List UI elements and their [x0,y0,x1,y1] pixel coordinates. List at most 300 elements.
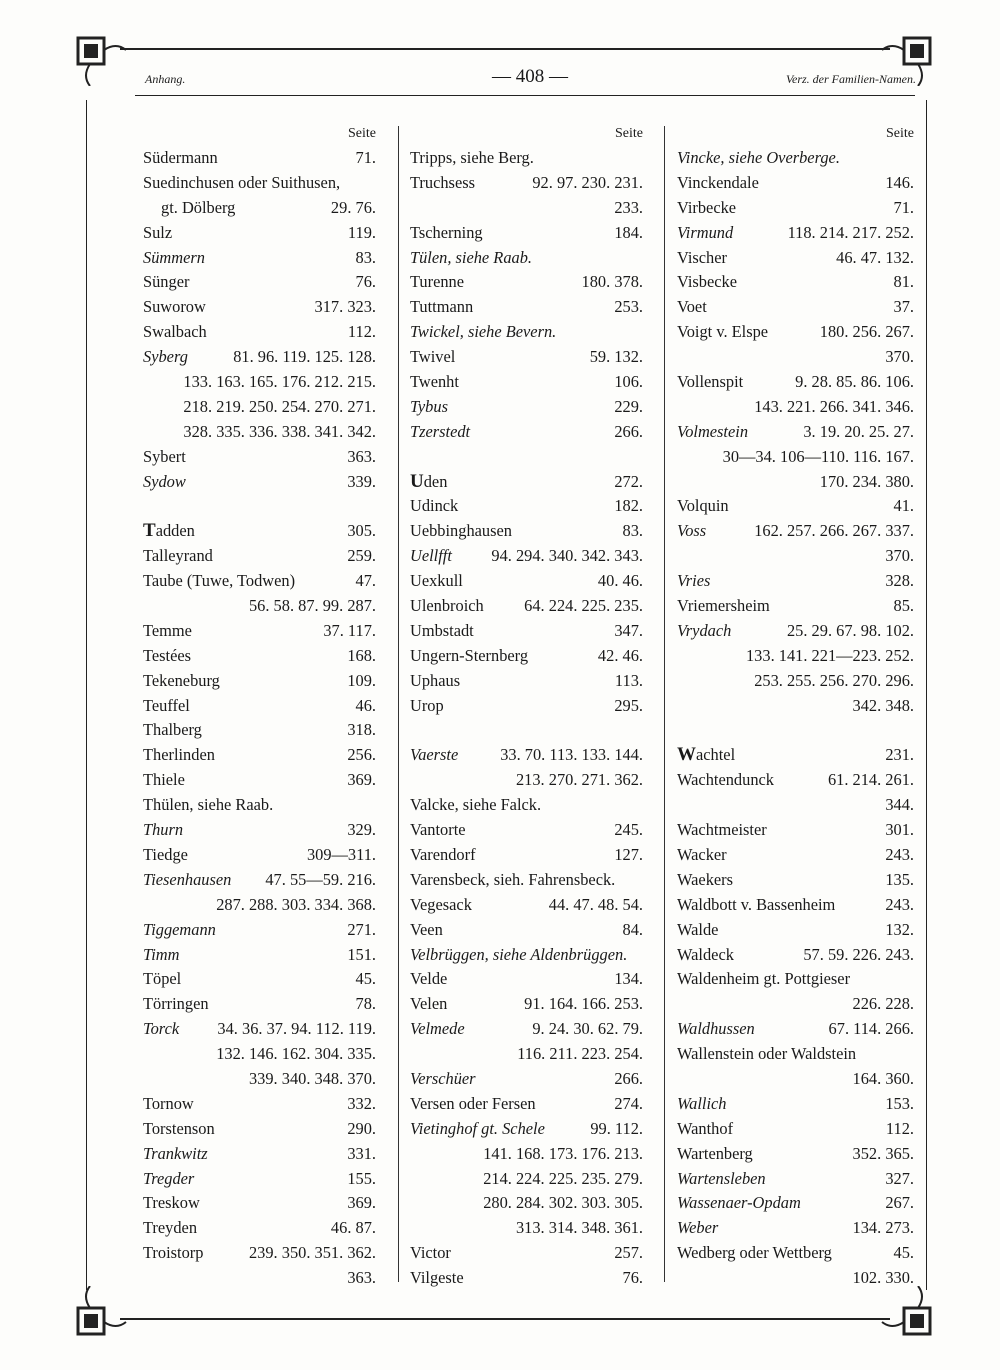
entry-name: Vinckendale [677,172,759,192]
entry-name: Twenht [410,372,459,392]
entry-pages: 116. 211. 223. 254. [517,1044,643,1064]
index-entry [410,1241,643,1266]
entry-name: Sünger [143,272,190,292]
entry-name: Virmund [677,222,734,242]
entry-pages: 245. [614,820,643,840]
index-entry [677,1216,914,1241]
entry-name: Taube (Tuwe, Todwen) [143,571,296,591]
index-entry [410,246,643,271]
index-entry [677,967,914,992]
entry-name: Torck [143,1019,180,1039]
entry-name: Vantorte [410,820,466,840]
entry-pages: 47. [355,571,376,591]
index-entry [677,494,914,519]
index-entry [410,370,643,395]
entry-name: Waldenheim gt. Pottgieser [677,969,851,989]
index-entry [677,171,914,196]
entry-pages: 99. 112. [590,1118,643,1138]
entry-pages: 44. 47. 48. 54. [548,894,643,914]
index-entry [143,1017,376,1042]
entry-pages: 56. 58. 87. 99. 287. [248,596,376,616]
index-entry [677,793,914,818]
index-entry [410,196,643,221]
index-entry [677,1167,914,1192]
entry-name: Uden [410,470,448,492]
entry-pages: 76. [622,1268,643,1288]
entry-pages: 369. [347,1193,376,1213]
entry-pages: 45. [893,1243,914,1263]
entry-name: Vischer [677,247,727,267]
entry-name: Valcke, siehe Falck. [410,795,542,815]
entry-name: Thalberg [143,720,202,740]
entry-pages: 369. [347,770,376,790]
entry-pages: 46. 47. 132. [836,247,914,267]
index-entry [410,1042,643,1067]
index-entry [677,943,914,968]
index-column-2 [410,126,643,1291]
entry-pages: 83. [355,247,376,267]
entry-pages: 182. [614,496,643,516]
index-entry [410,1216,643,1241]
entry-pages: 352. 365. [852,1143,914,1163]
index-entry [143,669,376,694]
entry-name: Tiedge [143,844,188,864]
entry-pages: 180. 378. [581,272,643,292]
entry-name: Versen oder Fersen [410,1093,536,1113]
index-entry [677,619,914,644]
index-entry [143,1266,376,1291]
entry-name: Tregder [143,1168,195,1188]
entry-pages: 301. [885,820,914,840]
index-entry [677,420,914,445]
entry-pages: 370. [885,546,914,566]
entry-pages: 67. 114. 266. [828,1019,914,1039]
entry-name: Tscherning [410,222,483,242]
index-entry [410,868,643,893]
letter-section-gap [410,718,643,743]
index-entry [410,644,643,669]
index-entry [677,1017,914,1042]
entry-name: Waldbott v. Bassenheim [677,894,836,914]
entry-pages: 3. 19. 20. 25. 27. [803,421,914,441]
index-entry [677,818,914,843]
index-entry [677,519,914,544]
entry-pages: 331. [347,1143,376,1163]
entry-name: Umbstadt [410,620,474,640]
entry-pages: 45. [355,969,376,989]
entry-pages: 266. [614,1068,643,1088]
index-entry [143,320,376,345]
entry-pages: 180. 256. 267. [819,322,914,342]
entry-pages: 218. 219. 250. 254. 270. 271. [183,396,376,416]
entry-name: Wachtendunck [677,770,774,790]
entry-pages: 309—311. [306,844,376,864]
corner-ornament-top-left-icon [72,30,128,86]
section-initial: U [410,470,424,492]
entry-pages: 332. [347,1093,376,1113]
entry-pages: 91. 164. 166. 253. [524,994,643,1014]
index-entry [410,1117,643,1142]
index-entry [677,1067,914,1092]
index-entry [143,270,376,295]
index-entry [143,246,376,271]
column-divider-2 [664,126,665,1282]
index-entry [677,445,914,470]
entry-pages: 363. [347,446,376,466]
index-entry [143,171,376,196]
index-entry [143,1216,376,1241]
index-entry [677,1142,914,1167]
entry-name: Sydow [143,471,186,491]
entry-pages: 226. 228. [852,994,914,1014]
entry-name: Voet [677,297,707,317]
page-number: — 408 — [492,66,568,87]
entry-name: Wassenaer-Opdam [677,1193,801,1213]
entry-pages: 46. 87. [330,1218,376,1238]
index-entry [677,594,914,619]
entry-pages: 287. 288. 303. 334. 368. [216,894,376,914]
letter-section-gap [143,494,376,519]
entry-name: gt. Dölberg [161,197,236,217]
index-entry [143,943,376,968]
entry-pages: 132. 146. 162. 304. 335. [216,1044,376,1064]
entry-name: Varensbeck, sieh. Fahrensbeck. [410,869,616,889]
entry-name: Velbrüggen, siehe Aldenbrüggen. [410,944,628,964]
entry-name: Vincke, siehe Overberge. [677,148,840,167]
entry-pages: 339. [347,471,376,491]
index-entry [143,619,376,644]
entry-name: Troistorp [143,1243,204,1263]
entry-pages: 153. [885,1093,914,1113]
index-entry [677,196,914,221]
entry-name: Voigt v. Elspe [677,322,769,342]
entry-pages: 328. 335. 336. 338. 341. 342. [183,421,376,441]
entry-pages: 274. [614,1093,643,1113]
entry-name: Testées [143,645,192,665]
index-entry [677,694,914,719]
index-entry [677,644,914,669]
index-entry [410,1167,643,1192]
entry-name: Vriemersheim [677,596,770,616]
entry-name: Vegesack [410,894,472,914]
section-initial: W [677,744,696,766]
index-entry [143,1042,376,1067]
entry-name: Urop [410,695,444,715]
index-entry [677,295,914,320]
entry-name: Suworow [143,297,206,317]
entry-name: Therlinden [143,745,215,765]
entry-name: Visbecke [677,272,737,292]
index-entry [410,918,643,943]
entry-pages: 280. 284. 302. 303. 305. [483,1193,643,1213]
entry-pages: 233. [614,197,643,217]
entry-name: Tornow [143,1093,194,1113]
entry-name: Velde [410,969,448,989]
entry-name: Vries [677,571,711,591]
entry-name: Wartenberg [677,1143,753,1163]
entry-pages: 347. [614,620,643,640]
entry-name: Verschüer [410,1068,476,1088]
index-entry [143,1067,376,1092]
entry-pages: 113. [614,670,643,690]
index-entry [410,818,643,843]
entry-pages: 271. [347,919,376,939]
index-entry [143,793,376,818]
entry-name: Uexkull [410,571,463,591]
entry-name: Varendorf [410,844,476,864]
index-entry [677,395,914,420]
entry-pages: 214. 224. 225. 235. 279. [483,1168,643,1188]
entry-name: Törringen [143,994,209,1014]
index-entry [410,395,643,420]
entry-pages: 132. [885,919,914,939]
frame-bottom-rule [120,1318,890,1320]
entry-name: Thülen, siehe Raab. [143,795,274,815]
index-entry [143,196,376,221]
entry-pages: 146. [885,172,914,192]
entry-name: Wachtmeister [677,820,767,840]
index-entry [143,644,376,669]
entry-name: Velmede [410,1019,465,1039]
entry-name: Uellfft [410,546,452,566]
entry-name: Weber [677,1218,719,1238]
entry-pages: 162. 257. 266. 267. 337. [754,521,914,541]
entry-name: Vrydach [677,620,732,640]
entry-pages: 92. 97. 230. 231. [532,172,643,192]
header-left-section: Anhang. [145,72,186,86]
entry-pages: 134. [614,969,643,989]
corner-ornament-bottom-left-icon [72,1286,128,1342]
entry-pages: 229. [614,396,643,416]
index-entry [143,221,376,246]
entry-name: Truchsess [410,172,475,192]
entry-pages: 112. [885,1118,914,1138]
index-entry [677,370,914,395]
entry-pages: 231. [885,745,914,765]
entry-name: Veen [410,919,443,939]
index-entry [677,270,914,295]
entry-pages: 168. [347,645,376,665]
entry-name: Wedberg oder Wettberg [677,1243,832,1263]
index-entry [143,743,376,768]
entry-pages: 243. [885,894,914,914]
entry-pages: 155. [347,1168,376,1188]
index-entry [410,768,643,793]
index-entry [410,494,643,519]
entry-pages: 109. [347,670,376,690]
entry-name: Virbecke [677,197,737,217]
index-entry [143,1092,376,1117]
index-entry [410,470,643,495]
frame-left-rule [86,100,87,1290]
entry-pages: 46. [355,695,376,715]
index-entry [143,918,376,943]
index-entry [410,1017,643,1042]
entry-pages: 106. [614,372,643,392]
entry-name: Temme [143,620,192,640]
entry-pages: 59. 132. [589,347,643,367]
index-entry [410,694,643,719]
entry-pages: 184. [614,222,643,242]
index-entry [410,544,643,569]
entry-name: Wacker [677,844,727,864]
entry-name: Tiggemann [143,919,216,939]
entry-name: Wartensleben [677,1168,766,1188]
entry-name: Tripps, siehe Berg. [410,148,534,167]
entry-name: Waekers [677,869,734,889]
entry-pages: 71. [355,148,376,167]
entry-pages: 243. [885,844,914,864]
entry-name: Trankwitz [143,1143,208,1163]
entry-pages: 327. [885,1168,914,1188]
index-entry [410,1092,643,1117]
entry-name: Treyden [143,1218,198,1238]
entry-pages: 112. [347,322,376,342]
entry-name: Wanthof [677,1118,734,1138]
index-entry [677,146,914,171]
entry-name: Volquin [677,496,729,516]
index-entry [143,992,376,1017]
index-entry [410,1142,643,1167]
index-entry [143,768,376,793]
index-entry [143,445,376,470]
entry-name: Tybus [410,396,448,416]
seite-label: Seite [348,126,376,141]
entry-pages: 25. 29. 67. 98. 102. [786,620,914,640]
entry-pages: 328. [885,571,914,591]
index-entry [677,246,914,271]
index-entry [143,893,376,918]
index-entry [410,843,643,868]
entry-pages: 94. 294. 340. 342. 343. [491,546,643,566]
entry-pages: 9. 28. 85. 86. 106. [795,372,914,392]
index-entry [677,1042,914,1067]
entry-pages: 40. 46. [597,571,643,591]
index-entry [410,320,643,345]
entry-pages: 141. 168. 173. 176. 213. [483,1143,643,1163]
index-entry [410,669,643,694]
entry-name: Töpel [143,969,182,989]
entry-name: Walde [677,919,719,939]
index-entry [143,1142,376,1167]
entry-pages: 119. [347,222,376,242]
entry-pages: 253. 255. 256. 270. 296. [754,670,914,690]
index-entry [677,1191,914,1216]
index-entry [410,1191,643,1216]
entry-name: Voss [677,521,707,541]
entry-pages: 64. 224. 225. 235. [524,596,643,616]
entry-pages: 42. 46. [597,645,643,665]
entry-pages: 57. 59. 226. 243. [803,944,914,964]
entry-pages: 135. [885,869,914,889]
index-entry [143,818,376,843]
entry-pages: 134. 273. [852,1218,914,1238]
entry-name: Uphaus [410,670,461,690]
entry-name: Thiele [143,770,185,790]
index-entry [143,1241,376,1266]
corner-ornament-bottom-right-icon [880,1286,936,1342]
index-entry [143,345,376,370]
entry-name: Victor [410,1243,451,1263]
index-entry [143,967,376,992]
entry-pages: 339. 340. 348. 370. [248,1068,376,1088]
entry-name: Vietinghof gt. Schele [410,1118,545,1138]
frame-top-rule [120,48,890,50]
seite-label: Seite [615,126,643,141]
entry-pages: 37. 117. [323,620,376,640]
entry-name: Sybert [143,446,186,466]
entry-name: Sulz [143,222,173,242]
index-entry [677,1266,914,1291]
entry-pages: 151. [347,944,376,964]
index-entry [410,345,643,370]
entry-pages: 133. 163. 165. 176. 212. 215. [183,372,376,392]
entry-name: Syberg [143,347,188,367]
entry-pages: 272. [614,471,643,491]
index-entry [410,992,643,1017]
entry-pages: 317. 323. [314,297,376,317]
index-entry [143,395,376,420]
entry-pages: 290. [347,1118,376,1138]
entry-name: Vollenspit [677,372,744,392]
entry-name: Udinck [410,496,459,516]
entry-name: Ulenbroich [410,596,484,616]
index-entry [410,1266,643,1291]
index-entry [677,669,914,694]
entry-pages: 239. 350. 351. 362. [248,1243,376,1263]
entry-name: Tzerstedt [410,421,471,441]
index-entry [143,1167,376,1192]
entry-name: Tekeneburg [143,670,220,690]
entry-pages: 213. 270. 271. 362. [515,770,643,790]
header-right-section: Verz. der Familien-Namen. [786,72,916,86]
entry-name: Torstenson [143,1118,215,1138]
entry-pages: 370. [885,347,914,367]
index-entry [143,544,376,569]
entry-name: Velen [410,994,448,1014]
entry-pages: 305. [347,521,376,541]
entry-pages: 85. [893,596,914,616]
entry-pages: 344. [885,795,914,815]
index-entry [677,221,914,246]
entry-pages: 329. [347,820,376,840]
entry-pages: 318. [347,720,376,740]
index-entry [143,470,376,495]
entry-pages: 143. 221. 266. 341. 346. [754,396,914,416]
entry-pages: 313. 314. 348. 361. [515,1218,643,1238]
index-entry [410,295,643,320]
index-entry [677,1117,914,1142]
entry-name: Tülen, siehe Raab. [410,247,533,267]
entry-pages: 41. [893,496,914,516]
index-entry [410,270,643,295]
index-entry [410,171,643,196]
entry-pages: 363. [347,1268,376,1288]
entry-name: Uebbinghausen [410,521,512,541]
index-column-1 [143,126,376,1291]
entry-name: Talleyrand [143,546,213,566]
index-entry [677,992,914,1017]
index-entry [677,768,914,793]
index-entry [143,146,376,171]
index-entry [677,320,914,345]
entry-pages: 29. 76. [330,197,376,217]
entry-pages: 295. [614,695,643,715]
entry-pages: 78. [355,994,376,1014]
index-entry [143,295,376,320]
index-entry [410,420,643,445]
entry-name: Twivel [410,347,456,367]
